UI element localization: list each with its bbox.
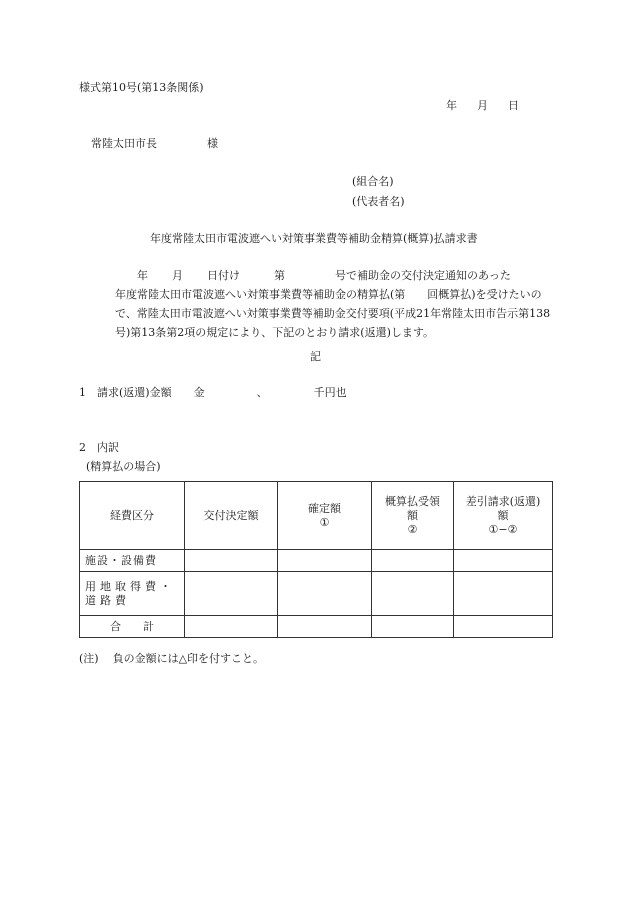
body-paragraph <box>79 266 554 342</box>
addressee-honorific: 様 <box>207 137 218 150</box>
body-month: 月 <box>172 269 183 282</box>
header-confirmed-amount: 確定額 ① <box>278 482 372 550</box>
body-dated: 日付け <box>207 269 240 282</box>
date-year: 年 <box>446 99 457 112</box>
cell-input[interactable] <box>278 572 372 616</box>
body-number-prefix: 第 <box>274 269 285 282</box>
addressee <box>91 137 218 151</box>
row-label-land: 用地取得費・道路費 <box>80 572 185 616</box>
table-row <box>80 572 553 616</box>
union-name-label: (組合名) <box>352 175 394 188</box>
footnote-label: (注) <box>79 652 99 665</box>
cell-input[interactable] <box>372 572 454 616</box>
header-grant-decision: 交付決定額 <box>185 482 278 550</box>
header-expense-category: 経費区分 <box>80 482 185 550</box>
date-line <box>446 99 519 113</box>
body-notice-text: 号で補助金の交付決定通知のあった <box>335 269 511 282</box>
cell-input[interactable] <box>372 550 454 572</box>
footnote <box>79 652 264 666</box>
cell-input[interactable] <box>454 572 553 616</box>
form-number: 様式第10号(第13条関係) <box>79 81 204 94</box>
table-header-row <box>80 482 553 550</box>
header-net-claim: 差引請求(返還) 額 ①−② <box>454 482 553 550</box>
breakdown-subheading: (精算払の場合) <box>86 460 161 473</box>
addressee-name: 常陸太田市長 <box>91 137 157 150</box>
cell-input[interactable] <box>278 550 372 572</box>
row-label-facility: 施設・設備費 <box>80 550 185 572</box>
ki-mark: 記 <box>310 350 321 363</box>
claim-separator: 、 <box>256 386 268 399</box>
date-day: 日 <box>508 99 519 112</box>
body-line-1 <box>79 266 554 285</box>
claim-label: 1 請求(返還)金額 <box>79 386 172 399</box>
representative-label: (代表者名) <box>352 195 405 208</box>
claim-amount-line <box>79 386 347 400</box>
cell-input[interactable] <box>372 616 454 638</box>
breakdown-table <box>79 481 553 638</box>
cell-input[interactable] <box>185 550 278 572</box>
table-row <box>80 616 553 638</box>
row-label-total: 合 計 <box>80 616 185 638</box>
cell-input[interactable] <box>454 616 553 638</box>
cell-input[interactable] <box>454 550 553 572</box>
header-advance-received: 概算払受領 額 ② <box>372 482 454 550</box>
table-row <box>80 550 553 572</box>
cell-input[interactable] <box>185 616 278 638</box>
breakdown-heading: 2 内訳 <box>79 441 119 454</box>
cell-input[interactable] <box>278 616 372 638</box>
claim-kin: 金 <box>193 386 205 399</box>
body-rest: 年度常陸太田市電波遮へい対策事業費等補助金の精算払(第 回概算払)を受けたいので、常陸太田市電波遮へい対策事業費等補助金交付要項(平成21年常陸太田市告示第138号)第13条第2項の規定により、下記のとおり請求(返還)します。 <box>115 288 551 339</box>
body-year: 年 <box>137 269 148 282</box>
claim-unit: 千円也 <box>313 386 347 399</box>
document-title: 年度常陸太田市電波遮へい対策事業費等補助金精算(概算)払請求書 <box>150 232 478 245</box>
cell-input[interactable] <box>185 572 278 616</box>
footnote-text: 負の金額には△印を付すこと。 <box>112 652 265 665</box>
date-month: 月 <box>477 99 488 112</box>
